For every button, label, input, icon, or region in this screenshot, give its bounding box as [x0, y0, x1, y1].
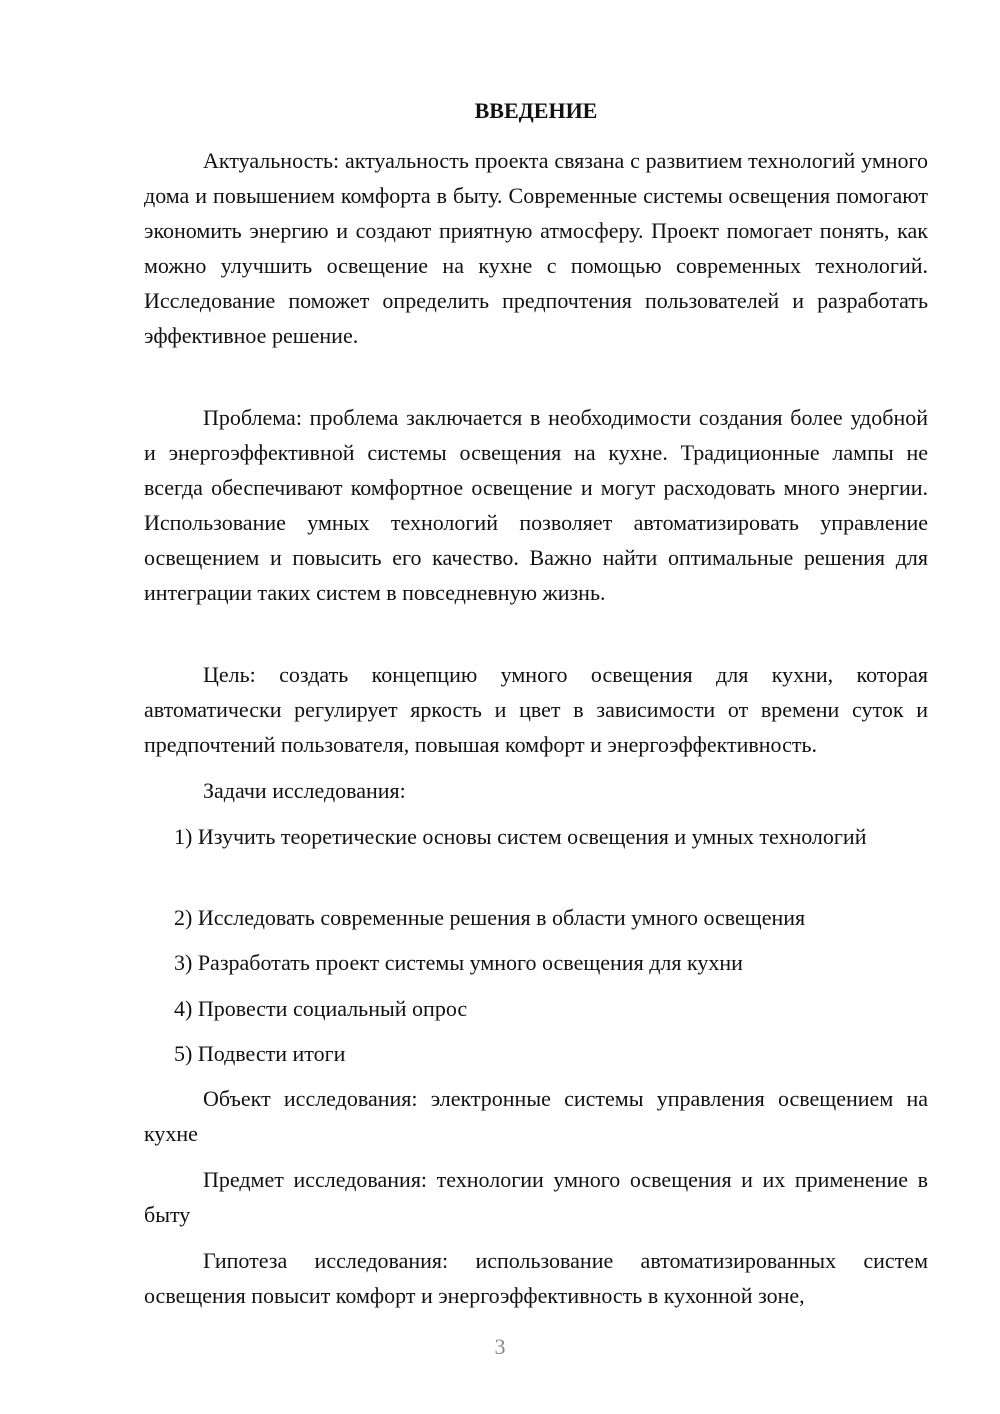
- object-paragraph: Объект исследования: электронные системы управления освещением на кухне: [144, 1086, 928, 1146]
- task-item-2-block: [144, 900, 928, 935]
- page-number: 3: [494, 1334, 506, 1359]
- tasks-intro: Задачи исследования:: [203, 778, 406, 803]
- hypothesis-paragraph: Гипотеза исследования: использование автоматизированных систем освещения повысит комфорт и энергоэффективность в кухонной зоне,: [144, 1248, 928, 1308]
- hypothesis-section: [144, 1243, 928, 1313]
- subject-paragraph: Предмет исследования: технологии умного освещения и их применение в быту: [144, 1167, 928, 1227]
- problem-section: [144, 400, 928, 610]
- list-item: 3) Разработать проект системы умного освещения для кухни: [174, 950, 743, 975]
- goal-paragraph: Цель: создать концепцию умного освещения для кухни, которая автоматически регулирует яркость и цвет в зависимости от времени суток и предпочтений пользователя, повышая комфорт и энергоэффективность.: [144, 662, 928, 757]
- task-item-1-block: [144, 819, 928, 854]
- task-item-3-block: [144, 945, 928, 980]
- list-item: 1) Изучить теоретические основы систем освещения и умных технологий: [174, 824, 867, 849]
- relevance-paragraph: Актуальность: актуальность проекта связана с развитием технологий умного дома и повышением комфорта в быту. Современные системы освещения помогают экономить энергию и создают приятную атмосферу. Проект помогает понять, как можно улучшить освещение на кухне с помощью современных технологий. Исследование поможет определить предпочтения пользователей и разработать эффективное решение.: [144, 148, 928, 348]
- list-item: 2) Исследовать современные решения в области умного освещения: [174, 905, 806, 930]
- problem-paragraph: Проблема: проблема заключается в необходимости создания более удобной и энергоэффективной системы освещения на кухне. Традиционные лампы не всегда обеспечивают комфортное освещение и могут расходовать много энергии. Использование умных технологий позволяет автоматизировать управление освещением и повысить его качество. Важно найти оптимальные решения для интеграции таких систем в повседневную жизнь.: [144, 405, 928, 605]
- goal-section: [144, 657, 928, 762]
- subject-section: [144, 1162, 928, 1232]
- page-title: ВВЕДЕНИЕ: [474, 98, 598, 123]
- list-item: 5) Подвести итоги: [174, 1041, 346, 1066]
- list-item: 4) Провести социальный опрос: [174, 996, 468, 1021]
- tasks-intro-section: [144, 773, 928, 808]
- relevance-section: [144, 143, 928, 353]
- task-item-4-block: [144, 991, 928, 1026]
- object-section: [144, 1081, 928, 1151]
- task-item-5-block: [144, 1036, 928, 1071]
